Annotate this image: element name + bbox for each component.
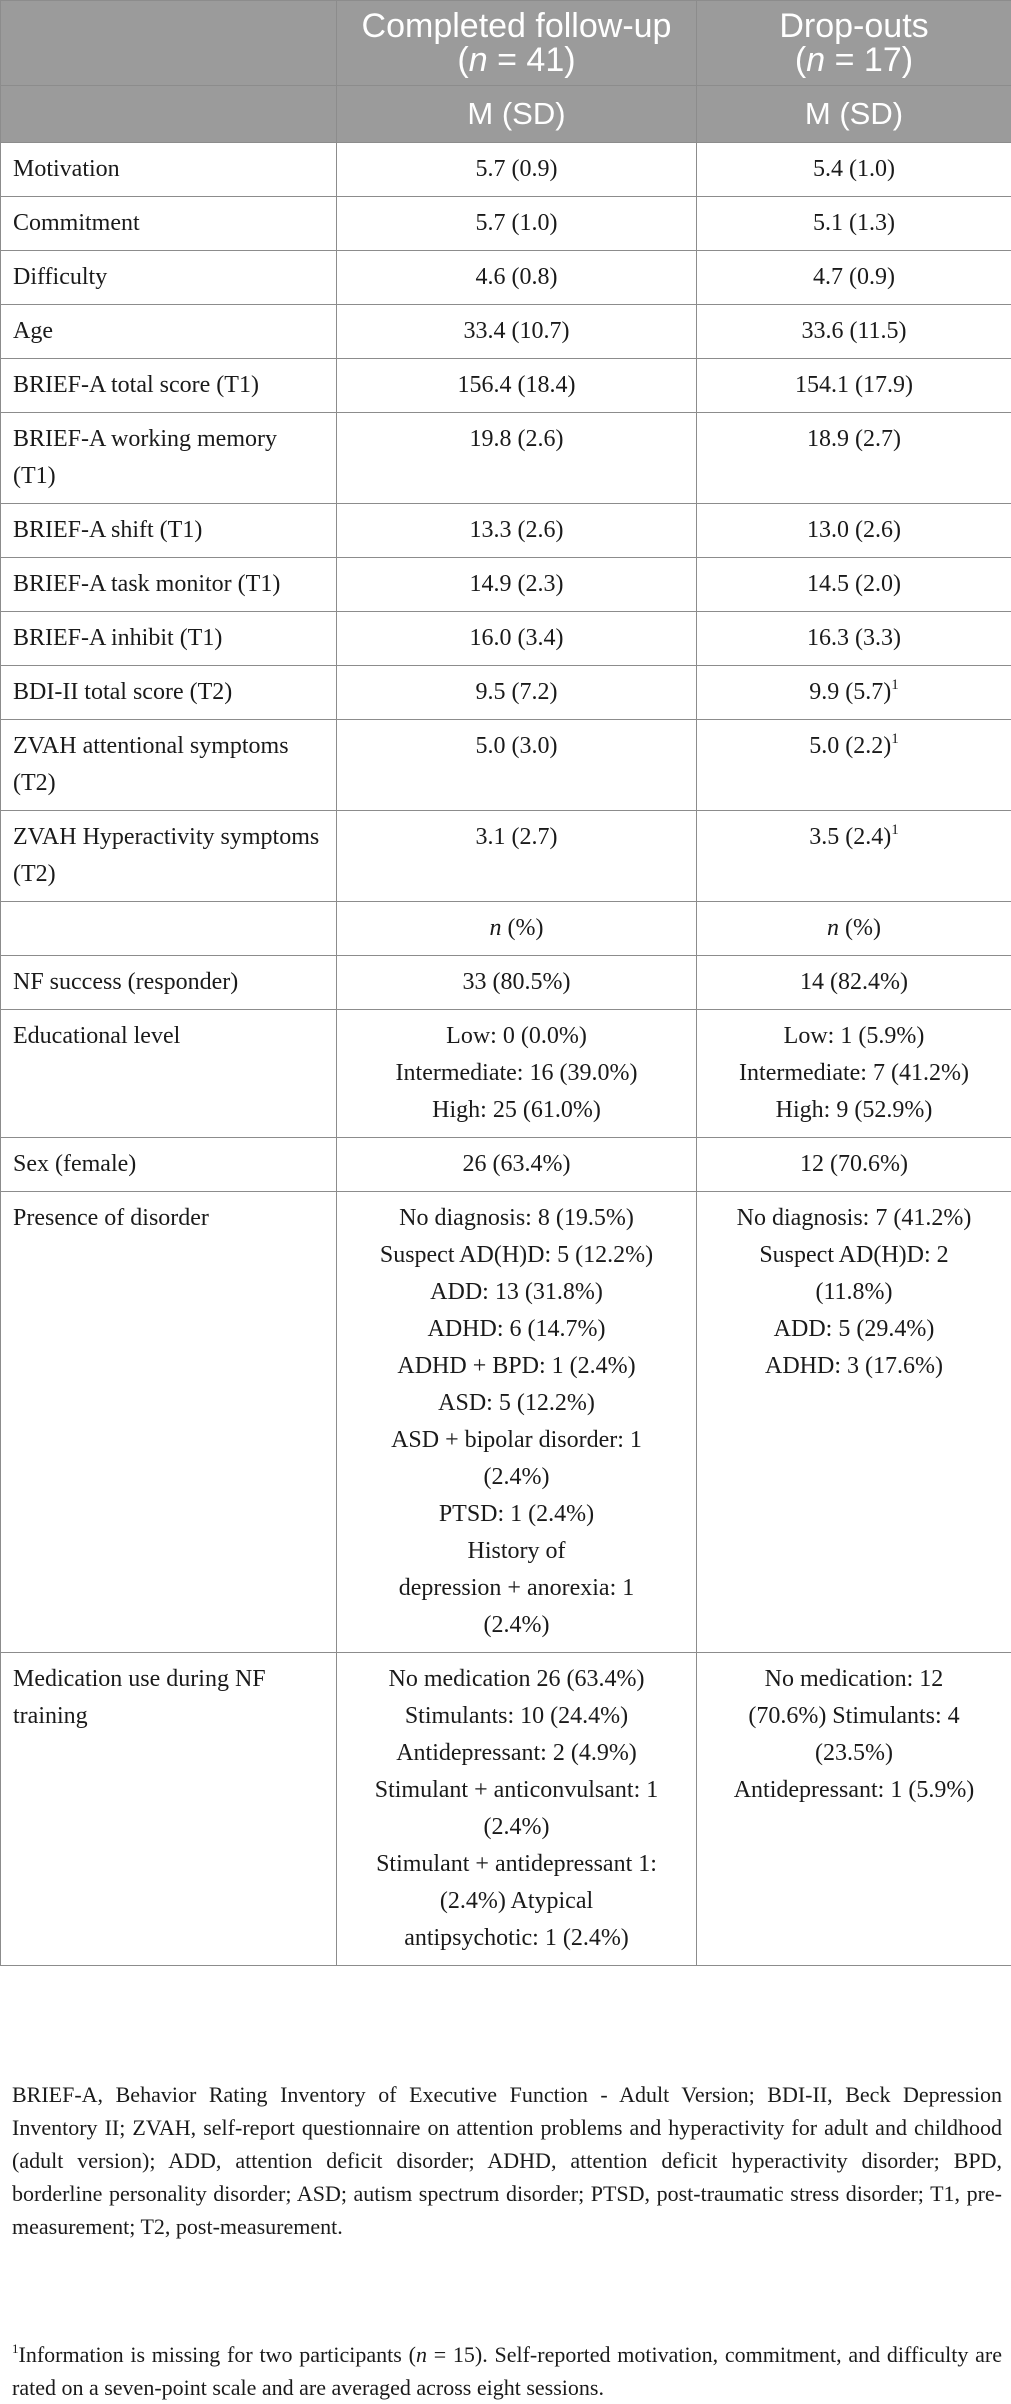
cell-line: depression + anorexia: 1 bbox=[349, 1570, 684, 1607]
row-label: BRIEF-A inhibit (T1) bbox=[1, 612, 337, 666]
n-section bbox=[1, 902, 1011, 1966]
cell-line: ADHD: 3 (17.6%) bbox=[709, 1348, 999, 1385]
row-label: Age bbox=[1, 305, 337, 359]
value-dropouts bbox=[697, 1653, 1011, 1966]
value-dropouts bbox=[697, 1010, 1011, 1138]
stat-label-completed: M (SD) bbox=[337, 86, 697, 143]
abbreviations-footnote: BRIEF-A, Behavior Rating Inventory of Executive Function - Adult Version; BDI-II, Beck Depression Inventory II; ZVAH, self-report questionnaire on attention problems and hyperactivity for adult and childhood (adult version); ADD, attention deficit disorder; ADHD, attention deficit hyperactivity disorder; BPD, borderline personality disorder; ASD; autism spectrum disorder; PTSD, post-traumatic stress disorder; T1, pre-measurement; T2, post-measurement. bbox=[12, 2078, 1002, 2243]
row-label: Difficulty bbox=[1, 251, 337, 305]
header-dropouts: Drop-outs (n = 17) bbox=[697, 1, 1011, 86]
cell-line: ASD: 5 (12.2%) bbox=[349, 1385, 684, 1422]
cell-line: (70.6%) Stimulants: 4 bbox=[709, 1698, 999, 1735]
footnote-marker: 1 bbox=[891, 822, 899, 838]
cell-line: Stimulant + antidepressant 1: bbox=[349, 1846, 684, 1883]
cell-line: High: 25 (61.0%) bbox=[349, 1092, 684, 1129]
table-row bbox=[1, 666, 1011, 720]
cell-line: (2.4%) bbox=[349, 1809, 684, 1846]
table-row bbox=[1, 413, 1011, 504]
header-completed: Completed follow-up (n = 41) bbox=[337, 1, 697, 86]
row-label: Commitment bbox=[1, 197, 337, 251]
table-row bbox=[1, 359, 1011, 413]
header-blank-cell-2 bbox=[1, 86, 337, 143]
row-label: Medication use during NF training bbox=[1, 1653, 337, 1966]
table-row bbox=[1, 251, 1011, 305]
subheader-row bbox=[1, 902, 1011, 956]
cell-line: PTSD: 1 (2.4%) bbox=[349, 1496, 684, 1533]
row-label: Presence of disorder bbox=[1, 1192, 337, 1653]
value-dropouts: 9.9 $(5.7)^1$ bbox=[697, 666, 1011, 720]
cell-line: ADHD + BPD: 1 (2.4%) bbox=[349, 1348, 684, 1385]
value-dropouts: 16.3 (3.3) bbox=[697, 612, 1011, 666]
header-row-stats bbox=[1, 86, 1011, 143]
value-dropouts: 14 (82.4%) bbox=[697, 956, 1011, 1010]
cell-line: (2.4%) bbox=[349, 1459, 684, 1496]
cell-line: (11.8%) bbox=[709, 1274, 999, 1311]
value-dropouts: 12 (70.6%) bbox=[697, 1138, 1011, 1192]
footnote-marker: 1 bbox=[12, 2341, 19, 2356]
cell-line: Stimulants: 10 (24.4%) bbox=[349, 1698, 684, 1735]
table-row-education bbox=[1, 1010, 1011, 1138]
cell-line: Stimulant + anticonvulsant: 1 bbox=[349, 1772, 684, 1809]
cell-line: High: 9 (52.9%) bbox=[709, 1092, 999, 1129]
value-completed: 14.9 (2.3) bbox=[337, 558, 697, 612]
cell-line: No medication 26 (63.4%) bbox=[349, 1661, 684, 1698]
row-label: BRIEF-A total score (T1) bbox=[1, 359, 337, 413]
row-label: ZVAH Hyperactivity symptoms (T2) bbox=[1, 811, 337, 902]
cell-line: antipsychotic: 1 (2.4%) bbox=[349, 1920, 684, 1957]
cell-line: No diagnosis: 8 (19.5%) bbox=[349, 1200, 684, 1237]
cell-line: (2.4%) Atypical bbox=[349, 1883, 684, 1920]
value-dropouts: 5.0 $(2.2)^1$ bbox=[697, 720, 1011, 811]
table-row bbox=[1, 504, 1011, 558]
table-row bbox=[1, 305, 1011, 359]
row-label: NF success (responder) bbox=[1, 956, 337, 1010]
value-completed: 5.7 (1.0) bbox=[337, 197, 697, 251]
subheader-blank bbox=[1, 902, 337, 956]
row-label: BRIEF-A task monitor (T1) bbox=[1, 558, 337, 612]
stat-label-dropouts: M (SD) bbox=[697, 86, 1011, 143]
value-completed: 5.0 (3.0) bbox=[337, 720, 697, 811]
header-blank-cell bbox=[1, 1, 337, 86]
value-completed: 13.3 (2.6) bbox=[337, 504, 697, 558]
cell-line: No medication: 12 bbox=[709, 1661, 999, 1698]
table-row-sex bbox=[1, 1138, 1011, 1192]
cell-line: (23.5%) bbox=[709, 1735, 999, 1772]
value-completed: 16.0 (3.4) bbox=[337, 612, 697, 666]
value-dropouts: 18.9 (2.7) bbox=[697, 413, 1011, 504]
table-row bbox=[1, 811, 1011, 902]
table-row bbox=[1, 143, 1011, 197]
value-completed: 33.4 (10.7) bbox=[337, 305, 697, 359]
row-label: Motivation bbox=[1, 143, 337, 197]
value-completed: 156.4 (18.4) bbox=[337, 359, 697, 413]
row-label: Sex (female) bbox=[1, 1138, 337, 1192]
value-completed: 5.7 (0.9) bbox=[337, 143, 697, 197]
row-label: BRIEF-A shift (T1) bbox=[1, 504, 337, 558]
cell-line: Antidepressant: 1 (5.9%) bbox=[709, 1772, 999, 1809]
value-completed bbox=[337, 1010, 697, 1138]
cell-line: ADHD: 6 (14.7%) bbox=[349, 1311, 684, 1348]
table-row bbox=[1, 720, 1011, 811]
value-completed: 9.5 (7.2) bbox=[337, 666, 697, 720]
value-completed bbox=[337, 1192, 697, 1653]
footnote-marker: 1 bbox=[891, 677, 899, 693]
row-label: BRIEF-A working memory (T1) bbox=[1, 413, 337, 504]
cell-line: ADD: 13 (31.8%) bbox=[349, 1274, 684, 1311]
cell-line: ASD + bipolar disorder: 1 bbox=[349, 1422, 684, 1459]
cell-line: Intermediate: 16 (39.0%) bbox=[349, 1055, 684, 1092]
value-dropouts: 5.4 (1.0) bbox=[697, 143, 1011, 197]
value-dropouts bbox=[697, 1192, 1011, 1653]
cell-line: ADD: 5 (29.4%) bbox=[709, 1311, 999, 1348]
cell-line: Suspect AD(H)D: 2 bbox=[709, 1237, 999, 1274]
cell-line: History of bbox=[349, 1533, 684, 1570]
cell-line: No diagnosis: 7 (41.2%) bbox=[709, 1200, 999, 1237]
value-dropouts: 14.5 (2.0) bbox=[697, 558, 1011, 612]
table-row bbox=[1, 197, 1011, 251]
value-completed: 4.6 (0.8) bbox=[337, 251, 697, 305]
value-completed: 19.8 (2.6) bbox=[337, 413, 697, 504]
cell-line: Antidepressant: 2 (4.9%) bbox=[349, 1735, 684, 1772]
subheader-n-completed: n (%) bbox=[337, 902, 697, 956]
value-dropouts: 5.1 (1.3) bbox=[697, 197, 1011, 251]
cell-line: Low: 1 (5.9%) bbox=[709, 1018, 999, 1055]
cell-line: Intermediate: 7 (41.2%) bbox=[709, 1055, 999, 1092]
footnote-marker: 1 bbox=[891, 731, 899, 747]
header-row-groups bbox=[1, 1, 1011, 86]
cell-line: Low: 0 (0.0%) bbox=[349, 1018, 684, 1055]
msd-section bbox=[1, 143, 1011, 902]
subheader-n-dropouts: n (%) bbox=[697, 902, 1011, 956]
table-row-disorder bbox=[1, 1192, 1011, 1653]
value-completed: 3.1 (2.7) bbox=[337, 811, 697, 902]
row-label: ZVAH attentional symptoms (T2) bbox=[1, 720, 337, 811]
cell-line: (2.4%) bbox=[349, 1607, 684, 1644]
value-dropouts: 3.5 $(2.4)^1$ bbox=[697, 811, 1011, 902]
value-completed: 33 (80.5%) bbox=[337, 956, 697, 1010]
value-completed: 26 (63.4%) bbox=[337, 1138, 697, 1192]
table-row-nf-success bbox=[1, 956, 1011, 1010]
value-completed bbox=[337, 1653, 697, 1966]
value-dropouts: 4.7 (0.9) bbox=[697, 251, 1011, 305]
cell-line: Suspect AD(H)D: 5 (12.2%) bbox=[349, 1237, 684, 1274]
table-row bbox=[1, 612, 1011, 666]
missing-data-footnote: $^1$Information is missing for two participants (n = 15). Self-reported motivation, commitment, and difficulty are rated on a seven-point scale and are averaged across eight sessions. bbox=[12, 2338, 1002, 2404]
row-label: BDI-II total score (T2) bbox=[1, 666, 337, 720]
row-label: Educational level bbox=[1, 1010, 337, 1138]
table-row bbox=[1, 558, 1011, 612]
value-dropouts: 13.0 (2.6) bbox=[697, 504, 1011, 558]
value-dropouts: 33.6 (11.5) bbox=[697, 305, 1011, 359]
value-dropouts: 154.1 (17.9) bbox=[697, 359, 1011, 413]
table-row-medication bbox=[1, 1653, 1011, 1966]
